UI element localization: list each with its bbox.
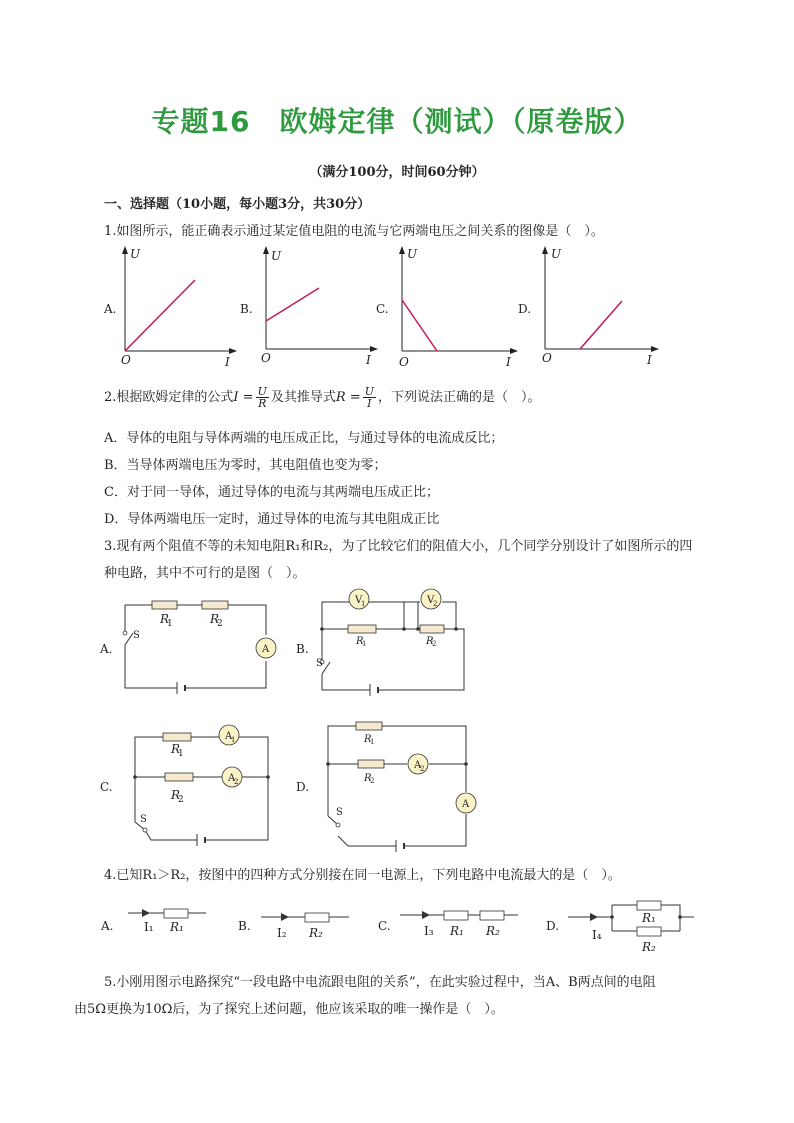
section-heading: 一、选择题（10小题，每小题3分，共30分）: [104, 197, 371, 212]
question-5-line2: 由5Ω更换为10Ω后，为了探究上述问题，他应该采取的唯一操作是（ ）。: [74, 1002, 504, 1017]
q2-formula1-num: U: [257, 385, 267, 398]
q4-b-r2-label: R₂: [309, 926, 323, 940]
q3-d-r1-label: R: [364, 734, 372, 745]
question-3-line2: 种电路，其中不可行的是图（ ）。: [104, 566, 306, 581]
q3-a-switch-label: S: [133, 630, 140, 641]
q3-b-r1: [348, 625, 376, 633]
q4-option-c-label: C.: [378, 919, 391, 933]
q3-a-r2-label: R: [210, 612, 220, 626]
q1-option-b-label: B.: [240, 302, 253, 316]
q2-formula2: [363, 386, 376, 409]
page-subtitle: （满分100分，时间60分钟）: [309, 165, 485, 180]
q3-b-r2: [420, 625, 444, 633]
q3-c-r2-label: R: [171, 788, 181, 802]
q3-d-a2-sub: 2: [420, 765, 425, 773]
q3-b-v2-label: V: [427, 595, 435, 606]
q4-c-r2: [480, 911, 504, 920]
q4-d-r1: [637, 901, 661, 910]
question-4-text: 4.已知R₁＞R₂，按图中的四种方式分别接在同一电源上，下列电路中电流最大的是（ ）。: [104, 868, 621, 883]
q2-formula2-den: I: [367, 397, 372, 410]
q1-graph-c-line: [402, 300, 437, 351]
q1-option-a-label: A.: [104, 302, 117, 316]
q3-b-r2-label: R: [426, 636, 434, 647]
q3-d-r2-sub: 2: [370, 777, 375, 785]
q3-d-a2-label: A: [414, 760, 422, 771]
q1-option-d-label: D.: [518, 302, 532, 316]
q3-option-a-label: A.: [100, 642, 113, 656]
q4-circuit-a: [128, 905, 208, 935]
q3-c-r2-sub: 2: [178, 795, 184, 805]
q4-option-a-label: A.: [101, 919, 114, 933]
q4-circuit-b: [261, 905, 351, 940]
q3-c-r1: [163, 733, 191, 741]
q3-a-r2-sub: 2: [217, 619, 223, 629]
q4-d-r1-label: R₁: [642, 911, 656, 925]
q4-c-r1-label: R₁: [450, 924, 464, 938]
q4-circuit-c: [400, 905, 520, 940]
q1-c-axis-u: U: [407, 247, 418, 261]
q3-circuit-d: [318, 712, 478, 852]
q3-c-r1-sub: 1: [178, 749, 184, 759]
q3-d-a-label: A: [462, 799, 470, 810]
q3-d-r2-label: R: [364, 773, 372, 784]
q1-graph-b: [256, 246, 381, 371]
q3-a-ammeter-label: A: [262, 644, 270, 655]
q4-b-current: I₂: [277, 926, 287, 940]
q1-a-axis-i: I: [225, 355, 230, 369]
q1-d-origin: O: [542, 351, 552, 365]
q3-circuit-a: [120, 595, 280, 695]
q2-mid: 及其推导式: [270, 390, 336, 405]
q2-formula2-num: U: [364, 385, 374, 398]
question-3-line1: 3.现有两个阻值不等的未知电阻R₁和R₂，为了比较它们的阻值大小，几个同学分别设计了如图所示的四: [104, 539, 693, 554]
q1-b-origin: O: [261, 351, 271, 365]
q3-b-r1-sub: 1: [362, 640, 367, 648]
q1-graph-d: [535, 246, 665, 371]
q4-c-current: I₃: [424, 924, 434, 938]
q1-option-c-label: C.: [376, 302, 389, 316]
q3-c-a2-sub: 2: [234, 778, 239, 786]
q4-d-current: I₄: [592, 928, 602, 942]
q1-graph-b-line: [266, 288, 319, 321]
q3-c-a1-label: A: [225, 731, 233, 742]
question-2-text: [104, 386, 541, 409]
q3-c-a2-label: A: [228, 773, 236, 784]
q1-graph-a-line: [125, 280, 195, 351]
question-5-line1: 5.小刚用图示电路探究“一段电路中电流跟电阻的关系”，在此实验过程中，当A、B两点间的电阻: [104, 975, 656, 990]
q2-post: ，下列说法正确的是（ ）。: [377, 390, 541, 405]
q1-graph-a: [115, 246, 240, 371]
q3-c-a1-sub: 1: [231, 736, 236, 744]
q3-d-r1: [356, 722, 382, 730]
q3-b-v2-sub: 2: [433, 600, 438, 608]
q3-a-r1-sub: 1: [167, 619, 173, 629]
q3-d-r1-sub: 1: [370, 738, 375, 746]
q3-circuit-b: [314, 582, 474, 707]
q3-b-r1-label: R: [356, 636, 364, 647]
q4-c-r2-label: R₂: [486, 924, 500, 938]
q4-option-d-label: D.: [546, 919, 560, 933]
q3-d-r2: [358, 760, 384, 768]
q1-b-axis-i: I: [366, 353, 371, 367]
q3-circuit-c: [125, 722, 275, 847]
q1-graph-d-line: [580, 301, 622, 349]
q1-a-origin: O: [121, 353, 131, 367]
q4-a-current: I₁: [144, 920, 154, 934]
q2-option-b: B．当导体两端电压为零时，其电阻值也变为零；: [104, 458, 387, 473]
q2-option-c: C．对于同一导体，通过导体的电流与其两端电压成正比；: [104, 485, 439, 500]
q2-formula1: [256, 386, 269, 409]
q4-a-r1-label: R₁: [170, 920, 184, 934]
q1-d-axis-u: U: [551, 247, 562, 261]
q3-c-r1-label: R: [171, 742, 181, 756]
q3-c-r2: [165, 773, 193, 781]
q4-option-b-label: B.: [238, 919, 251, 933]
q4-d-r2-label: R₂: [642, 940, 656, 954]
q3-a-r2: [202, 601, 228, 609]
q3-b-v1-sub: 1: [361, 600, 366, 608]
q4-b-r2: [305, 913, 329, 922]
q3-option-b-label: B.: [296, 642, 309, 656]
q1-b-axis-u: U: [271, 249, 282, 263]
q3-d-switch-label: S: [336, 807, 343, 818]
q3-option-c-label: C.: [100, 780, 113, 794]
q3-b-switch-label: S: [316, 658, 323, 669]
q2-option-a: A．导体的电阻与导体两端的电压成正比，与通过导体的电流成反比；: [104, 431, 504, 446]
q2-pre: 2.根据欧姆定律的公式: [104, 390, 234, 405]
q2-formula1-den: R: [258, 397, 267, 410]
q3-b-r2-sub: 2: [432, 640, 437, 648]
q4-a-r1: [164, 909, 188, 918]
question-1-text: 1.如图所示，能正确表示通过某定值电阻的电流与它两端电压之间关系的图像是（ ）。: [104, 224, 604, 239]
q2-formula1-lhs: I =: [233, 390, 254, 405]
q3-c-switch-label: S: [140, 814, 147, 825]
q3-a-r1: [152, 601, 177, 609]
q1-graph-c: [392, 246, 522, 371]
q1-a-axis-u: U: [130, 247, 141, 261]
q4-d-r2: [637, 927, 661, 936]
q2-option-d: D．导体两端电压一定时，通过导体的电流与其电阻成正比: [104, 512, 440, 527]
q3-a-r1-label: R: [160, 612, 170, 626]
q3-b-v1-label: V: [355, 595, 363, 606]
q1-d-axis-i: I: [647, 353, 652, 367]
q4-c-r1: [444, 911, 468, 920]
q2-formula2-lhs: R =: [335, 390, 361, 405]
q1-c-axis-i: I: [506, 355, 511, 369]
page-title: 专题16 欧姆定律（测试）（原卷版）: [151, 105, 643, 138]
q4-circuit-d: [568, 895, 698, 955]
q1-c-origin: O: [399, 355, 409, 369]
q3-option-d-label: D.: [296, 780, 310, 794]
